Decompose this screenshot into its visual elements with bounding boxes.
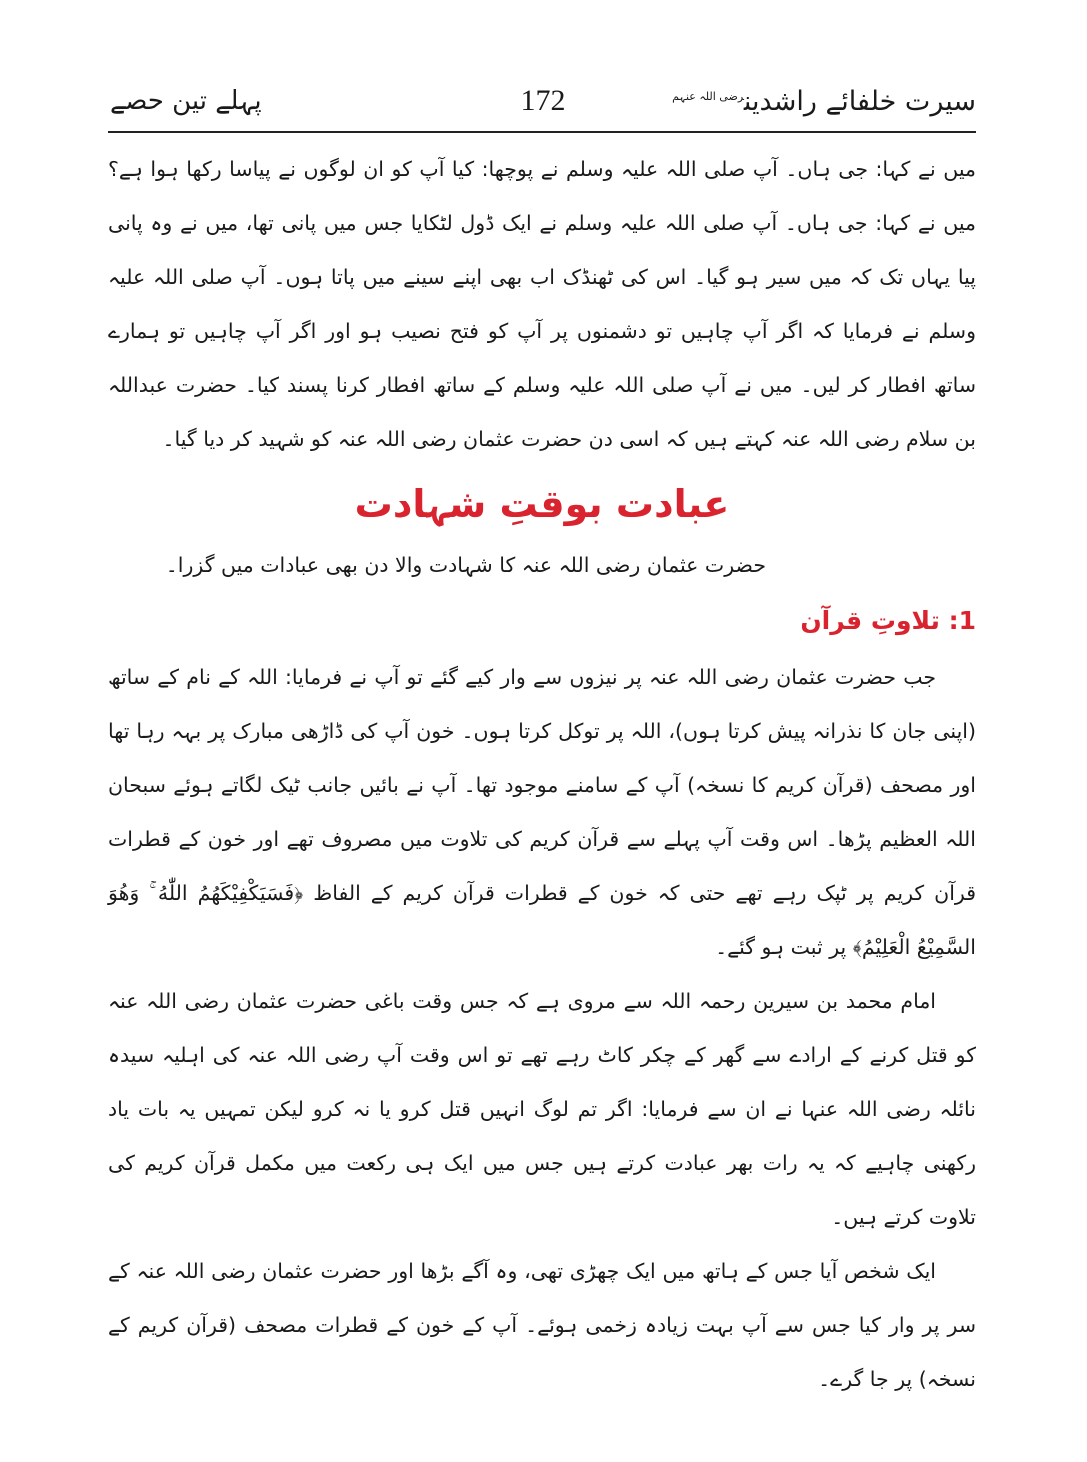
- section-heading: عبادت بوقتِ شہادت: [354, 482, 730, 526]
- body-paragraph: میں نے کہا: جی ہاں۔ آپ صلی اللہ علیہ وسلم نے پوچھا: کیا آپ کو ان لوگوں نے پیاسا رکھا ہوا ہے؟ میں نے کہا: جی ہاں۔ آپ صلی اللہ علیہ وسلم نے ایک ڈول لٹکایا جس میں پانی تھا، میں نے وہ پانی پیا یہاں تک کہ میں سیر ہو گیا۔ اس کی ٹھنڈک اب بھی اپنے سینے میں پاتا ہوں۔ آپ صلی اللہ علیہ وسلم نے فرمایا کہ اگر آپ چاہیں تو دشمنوں پر آپ کو فتح نصیب ہو اور اگر آپ چاہیں تو ہمارے ساتھ افطار کر لیں۔ میں نے آپ صلی اللہ علیہ وسلم کے ساتھ افطار کرنا پسند کیا۔ حضرت عبداللہ بن سلام رضی اللہ عنہ کہتے ہیں کہ اسی دن حضرت عثمان رضی اللہ عنہ کو شہید کر دیا گیا۔: [108, 157, 976, 451]
- body-paragraph: امام محمد بن سیرین رحمہ اللہ سے مروی ہے کہ جس وقت باغی حضرت عثمان رضی اللہ عنہ کو قتل کرنے کے ارادے سے گھر کے چکر کاٹ رہے تھے تو اس وقت آپ رضی اللہ عنہ کی اہلیہ سیدہ نائلہ رضی اللہ عنہا نے ان سے فرمایا: اگر تم لوگ انہیں قتل کرو یا نہ کرو لیکن تمہیں یہ بات یاد رکھنی چاہیے کہ یہ رات بھر عبادت کرتے ہیں جس میں ایک ہی رکعت میں مکمل قرآن کریم کی تلاوت کرتے ہیں۔: [108, 989, 976, 1229]
- page-number: 172: [520, 84, 566, 117]
- subsection-heading: 1: تلاوتِ قرآن: [800, 606, 976, 635]
- paragraph-text: پر ثبت ہو گئے۔: [715, 935, 847, 959]
- running-header: [110, 84, 976, 128]
- paragraph-text: جب حضرت عثمان رضی اللہ عنہ پر نیزوں سے وار کیے گئے تو آپ نے فرمایا: اللہ کے نام کے ساتھ (اپنی جان کا نذرانہ پیش کرتا ہوں)، اللہ پر توکل کرتا ہوں۔ خون آپ کی ڈاڑھی مبارک پر بہہ رہا تھا اور مصحف (قرآن کریم کا نسخہ) آپ کے سامنے موجود تھا۔ آپ نے بائیں جانب ٹیک لگاتے ہوئے سبحان اللہ العظیم پڑھا۔ اس وقت آپ پہلے سے قرآن کریم کی تلاوت میں مصروف تھے اور خون کے قطرات قرآن کریم پر ٹپک رہے تھے حتی کہ خون کے قطرات قرآن کریم کے الفاظ: [108, 665, 976, 905]
- book-title-text: سیرت خلفائے راشدین: [743, 86, 976, 117]
- section-intro: حضرت عثمان رضی اللہ عنہ کا شہادت والا دن بھی عبادات میں گزرا۔: [165, 553, 766, 577]
- body-paragraph: ایک شخص آیا جس کے ہاتھ میں ایک چھڑی تھی، وہ آگے بڑھا اور حضرت عثمان رضی اللہ عنہ کے سر پر وار کیا جس سے آپ بہت زیادہ زخمی ہوئے۔ آپ کے خون کے قطرات مصحف (قرآن کریم کے نسخہ) پر جا گرے۔: [108, 1259, 976, 1391]
- honorific-mark: رضی اللہ عنہم: [672, 90, 744, 103]
- page-body: [108, 142, 976, 1406]
- header-divider: [108, 131, 976, 133]
- quran-verse: ﴿فَسَيَكْفِيْكَهُمُ اللّٰهُ ۚ وَهُوَ السَّمِيْعُ الْعَلِيْمُ﴾: [108, 881, 976, 959]
- part-label: پہلے تین حصے: [110, 86, 262, 116]
- body-paragraph: [108, 650, 976, 974]
- book-title: [672, 86, 976, 117]
